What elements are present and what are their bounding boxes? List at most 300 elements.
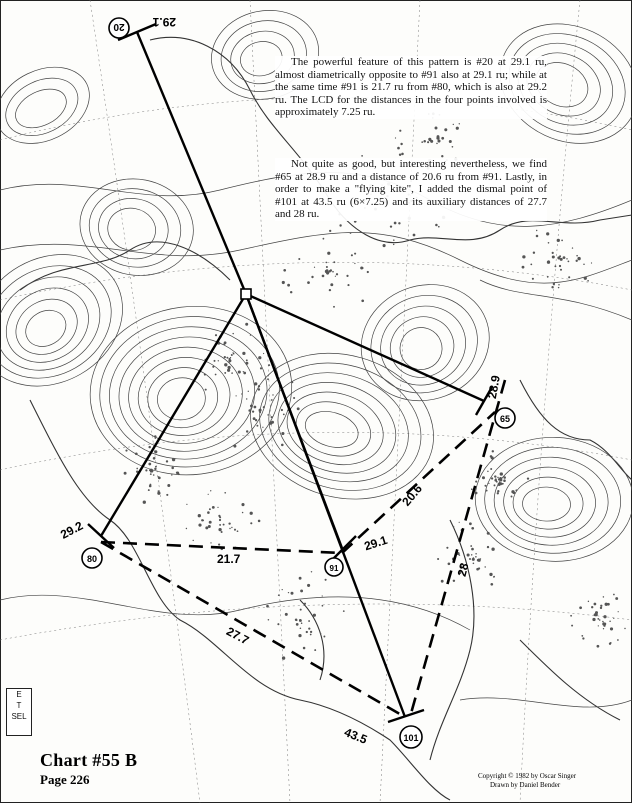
station-dot <box>234 529 236 531</box>
station-dot <box>158 490 160 492</box>
station-dot <box>307 281 310 284</box>
station-dot <box>293 397 295 399</box>
distance-label-center-101: 43.5 <box>342 725 370 747</box>
station-dot <box>258 356 261 359</box>
station-dot <box>624 628 625 629</box>
station-dot <box>560 269 562 271</box>
station-dot <box>322 605 324 607</box>
station-dot <box>148 489 150 491</box>
station-dot <box>399 153 401 155</box>
station-dot <box>299 577 302 580</box>
station-dot <box>477 559 480 562</box>
station-dot <box>198 524 201 527</box>
copyright-text: Copyright © 1982 by Oscar Singer <box>478 772 577 780</box>
station-dot <box>336 273 338 275</box>
station-dot <box>135 452 138 455</box>
station-dot <box>282 281 285 284</box>
station-dot <box>158 477 161 480</box>
station-dot <box>423 140 426 143</box>
station-dot <box>552 255 555 258</box>
line-center-20 <box>137 32 246 294</box>
station-dot <box>224 356 226 358</box>
station-dot <box>494 475 496 477</box>
station-dot <box>154 468 156 470</box>
distance-label-80-91: 21.7 <box>217 552 241 566</box>
legend-line-3: SEL <box>11 712 27 721</box>
point-label-91: 91 <box>329 564 339 573</box>
isobar-contour <box>0 52 102 158</box>
isobar-contour <box>9 81 72 135</box>
station-dot <box>205 389 207 391</box>
station-dot <box>557 256 560 259</box>
station-dot <box>354 263 355 264</box>
station-dot <box>570 615 572 617</box>
station-dot <box>558 284 560 286</box>
isobar-contour <box>0 67 87 147</box>
station-dot <box>296 623 299 626</box>
station-dot <box>448 562 451 565</box>
station-dot <box>469 522 472 525</box>
station-dot <box>301 622 303 624</box>
station-dot <box>547 276 549 278</box>
station-dot <box>609 643 611 645</box>
station-dot <box>395 137 396 138</box>
station-dot <box>390 225 392 227</box>
station-dot <box>491 548 494 551</box>
station-dot <box>178 473 180 475</box>
station-dot <box>453 526 455 528</box>
station-dot <box>459 123 460 124</box>
station-dot <box>245 323 248 326</box>
station-dot <box>281 444 284 447</box>
station-dot <box>209 521 212 524</box>
station-dot <box>332 271 334 273</box>
station-dot <box>308 620 310 622</box>
station-dot <box>393 239 395 241</box>
station-dot <box>208 525 211 528</box>
station-dot <box>198 514 201 517</box>
station-dot <box>296 620 297 621</box>
isobar-contour <box>0 595 470 630</box>
station-dot <box>427 141 429 143</box>
legend-line-2: T <box>16 701 22 710</box>
station-dot <box>489 573 492 576</box>
station-dot <box>576 260 578 262</box>
station-dot <box>401 153 404 156</box>
drawn-by-text: Drawn by Daniel Bender <box>490 781 561 789</box>
station-dot <box>291 592 294 595</box>
station-dot <box>492 450 494 452</box>
station-dot <box>299 619 301 621</box>
distance-label-center-65: 28.9 <box>484 374 503 400</box>
station-dot <box>223 524 225 526</box>
station-dot <box>459 554 461 556</box>
station-dot <box>592 618 595 621</box>
station-dot <box>310 634 312 636</box>
isobar-contour <box>0 229 147 412</box>
station-dot <box>347 284 349 286</box>
station-dot <box>449 140 452 143</box>
station-dot <box>303 647 306 650</box>
station-dot <box>600 607 602 609</box>
station-dot <box>219 516 221 518</box>
station-dot <box>155 438 156 439</box>
station-dot <box>223 343 225 345</box>
station-dot <box>497 477 498 478</box>
station-dot <box>241 393 242 394</box>
station-dot <box>314 649 316 651</box>
station-dot <box>258 385 260 387</box>
station-dot <box>145 469 147 471</box>
station-dot <box>153 474 155 476</box>
station-dot <box>297 407 300 410</box>
station-dot <box>587 280 589 282</box>
isobar-contour <box>394 321 448 375</box>
station-dot <box>166 460 168 462</box>
station-dot <box>136 468 138 470</box>
isobar-contour <box>0 273 102 377</box>
station-dot <box>254 406 257 409</box>
station-dot <box>300 628 302 630</box>
station-dot <box>383 244 386 247</box>
station-dot <box>268 364 270 366</box>
station-dot <box>599 619 601 621</box>
point-label-65: 65 <box>499 414 511 424</box>
station-dot <box>283 269 286 272</box>
station-dot <box>231 354 233 356</box>
station-dot <box>166 494 168 496</box>
station-dot <box>254 382 257 385</box>
station-dot <box>287 284 290 287</box>
point-label-101: 101 <box>403 733 419 743</box>
station-dot <box>150 471 152 473</box>
station-dot <box>613 594 615 596</box>
station-dot <box>277 623 279 625</box>
station-dot <box>308 627 310 629</box>
isobar-contour <box>72 169 202 285</box>
isobar-contour <box>480 280 632 320</box>
station-dot <box>484 485 486 487</box>
station-dot <box>155 466 157 468</box>
station-dot <box>343 610 345 612</box>
station-dot <box>393 244 395 246</box>
station-dot <box>499 479 502 482</box>
station-dot <box>557 239 560 242</box>
station-dot <box>617 639 619 641</box>
isobar-contour <box>512 476 584 530</box>
station-dot <box>500 472 503 475</box>
station-dot <box>212 366 214 368</box>
station-dot <box>350 232 352 234</box>
station-dot <box>490 468 492 470</box>
station-dot <box>577 257 580 260</box>
station-dot <box>218 360 219 361</box>
line-91-65 <box>342 412 495 553</box>
station-dot <box>515 489 517 491</box>
station-dot <box>218 544 220 546</box>
station-dot <box>436 143 438 145</box>
caption-paragraph-2: Not quite as good, but interesting nevertheless, we find #65 at 28.9 ru and a distance of 20.6 ru from #91. Lastly, in order to make a "flying kite", I added the dismal point of #101 at 43.5 ru (6×7.25) and its auxiliary distances of 27.7 and 28 ru. <box>275 158 547 221</box>
distance-label-80-101: 27.7 <box>224 624 252 648</box>
station-dot <box>208 494 209 495</box>
station-dot <box>600 605 602 607</box>
station-dot <box>227 369 230 372</box>
station-dot <box>204 374 206 376</box>
isobar-contour <box>522 486 571 522</box>
station-dot <box>148 446 150 448</box>
station-dot <box>546 232 549 235</box>
isobar-contour <box>6 288 87 365</box>
station-dot <box>148 463 151 466</box>
station-dot <box>471 554 472 555</box>
station-dot <box>241 503 244 506</box>
station-dot <box>437 139 440 142</box>
station-dot <box>217 507 218 508</box>
line-center-65 <box>246 294 484 401</box>
station-dot <box>212 506 215 509</box>
isobar-contour <box>502 466 596 539</box>
station-dot <box>597 618 599 620</box>
station-dot <box>322 275 325 278</box>
station-dot <box>472 558 475 561</box>
station-dot <box>441 137 444 140</box>
station-dot <box>452 146 454 148</box>
station-dot <box>243 371 244 372</box>
station-dot <box>291 381 293 383</box>
station-dot <box>609 621 611 623</box>
station-dot <box>453 580 455 582</box>
station-dot <box>456 127 459 130</box>
station-dot <box>281 432 284 435</box>
station-dot <box>228 362 229 363</box>
isobar-contour <box>91 306 288 477</box>
station-dot <box>597 645 600 648</box>
station-dot <box>236 395 237 396</box>
station-dot <box>522 255 525 258</box>
station-dot <box>568 276 570 278</box>
station-dot <box>494 479 497 482</box>
station-dot <box>552 252 554 254</box>
station-dot <box>325 262 327 264</box>
station-dot <box>475 556 477 558</box>
station-dot <box>354 253 356 255</box>
station-dot <box>231 372 233 374</box>
station-dot <box>262 427 263 428</box>
station-dot <box>413 234 416 237</box>
station-dot <box>243 372 246 375</box>
station-dot <box>491 477 493 479</box>
station-dot <box>329 230 331 232</box>
station-dot <box>313 614 316 617</box>
station-dot <box>322 595 323 596</box>
station-dot <box>435 224 438 227</box>
station-dot <box>511 496 513 498</box>
station-dot <box>584 277 587 280</box>
station-dot <box>263 406 265 408</box>
station-dot <box>218 528 221 531</box>
station-dot <box>246 359 248 361</box>
station-dot <box>530 264 532 266</box>
station-dot <box>267 378 269 380</box>
station-dot <box>269 422 272 425</box>
station-dot <box>582 637 584 639</box>
line-80-101 <box>101 542 405 717</box>
station-dot <box>224 492 226 494</box>
station-dot <box>522 266 525 269</box>
caption-paragraph-1: The powerful feature of this pattern is #20 at 29.1 ru, almost diametrically opposite to #91 also at 29.1 ru; while at the same time #91 is 21.7 ru from #80, which is also at 29.2 ru. The LCD for the distances in the four points involved is approximately 7.25 ru. <box>275 56 547 119</box>
station-dot <box>229 528 230 529</box>
station-dot <box>242 352 245 355</box>
station-dot <box>263 353 264 354</box>
station-dot <box>125 450 127 452</box>
station-dot <box>603 615 606 618</box>
station-dot <box>219 519 221 521</box>
station-dot <box>325 579 327 581</box>
station-dot <box>551 286 553 288</box>
station-dot <box>282 589 283 590</box>
station-dot <box>233 353 235 355</box>
station-dot <box>205 526 208 529</box>
station-dot <box>300 589 303 592</box>
line-65-101 <box>410 380 505 717</box>
distance-label-65-101: 28 <box>454 561 472 578</box>
station-dot <box>493 576 495 578</box>
station-dot <box>571 625 573 627</box>
station-dot <box>476 568 479 571</box>
station-dot <box>285 613 288 616</box>
station-dot <box>248 409 251 412</box>
station-dot <box>250 334 251 335</box>
station-dot <box>210 542 211 543</box>
station-dot <box>490 455 493 458</box>
isobar-contour <box>102 318 275 468</box>
point-label-20: 20 <box>113 21 125 32</box>
station-dot <box>226 357 228 359</box>
station-dot <box>290 291 292 293</box>
station-dot <box>328 270 331 273</box>
station-dot <box>444 128 447 131</box>
station-dot <box>320 633 321 634</box>
station-dot <box>246 430 248 432</box>
station-dot <box>149 484 151 486</box>
station-dot <box>548 242 550 244</box>
station-dot <box>201 519 203 521</box>
station-dot <box>281 409 283 411</box>
station-dot <box>186 504 187 505</box>
isobar-contour <box>369 294 477 398</box>
station-dot <box>603 596 605 598</box>
station-dot <box>329 289 331 291</box>
station-dot <box>610 627 613 630</box>
station-dot <box>266 605 269 608</box>
station-dot <box>484 566 485 567</box>
station-dot <box>503 479 506 482</box>
isobar-contour <box>104 204 159 254</box>
station-dot <box>314 267 315 268</box>
station-dot <box>394 222 397 225</box>
station-dot <box>499 482 502 485</box>
station-dot <box>268 619 270 621</box>
station-dot <box>233 445 236 448</box>
distance-label-center-80: 29.2 <box>58 518 86 542</box>
station-dot <box>242 512 244 514</box>
isobar-contour <box>344 266 506 419</box>
station-dot <box>300 609 302 611</box>
station-dot <box>215 374 217 376</box>
station-dot <box>193 540 194 541</box>
station-dot <box>471 488 473 490</box>
station-dot <box>559 265 561 267</box>
point-marker-91 <box>325 558 343 576</box>
station-dot <box>400 143 402 145</box>
station-dot <box>430 140 433 143</box>
station-dot <box>238 370 241 373</box>
station-dot <box>475 492 478 495</box>
station-dot <box>298 258 300 260</box>
station-dot <box>333 306 335 308</box>
station-dot <box>594 603 597 606</box>
station-dot <box>214 360 216 362</box>
station-dot <box>245 362 248 365</box>
station-dot <box>227 366 230 369</box>
station-dot <box>260 367 262 369</box>
station-dot <box>441 580 444 583</box>
station-dot <box>548 260 549 261</box>
station-dot <box>339 224 341 226</box>
station-dot <box>150 473 152 475</box>
station-dot <box>311 276 313 278</box>
station-dot <box>588 601 589 602</box>
station-dot <box>259 409 262 412</box>
station-dot <box>271 416 273 418</box>
station-dot <box>583 263 585 265</box>
station-dot <box>327 252 330 255</box>
station-dot <box>219 524 221 526</box>
station-dot <box>475 481 477 483</box>
point-marker-65 <box>495 408 515 428</box>
legend-box <box>6 688 32 736</box>
station-dot <box>561 240 563 242</box>
station-dot <box>435 127 438 130</box>
station-dot <box>230 357 231 358</box>
station-dot <box>602 623 605 626</box>
station-dot <box>497 490 499 492</box>
station-dot <box>237 530 239 532</box>
station-dot <box>252 410 254 412</box>
station-dot <box>482 477 483 478</box>
station-dot <box>228 359 231 362</box>
station-dot <box>283 413 285 415</box>
station-dot <box>470 545 472 547</box>
station-dot <box>437 135 440 138</box>
distance-label-center-91: 29.1 <box>362 532 389 554</box>
tick-80 <box>88 524 114 548</box>
station-dot <box>346 275 348 277</box>
station-dot <box>618 611 619 612</box>
point-marker-20 <box>109 18 129 38</box>
station-dot <box>272 394 273 395</box>
station-dot <box>325 270 328 273</box>
station-dot <box>250 405 253 408</box>
station-dot <box>437 558 439 560</box>
solid-distance-lines <box>101 32 484 717</box>
isobar-contour <box>93 192 173 264</box>
station-dot <box>469 558 471 560</box>
station-dot <box>613 618 614 619</box>
station-dot <box>124 472 127 475</box>
station-dot <box>282 656 285 659</box>
dashed-distance-lines <box>101 380 505 717</box>
